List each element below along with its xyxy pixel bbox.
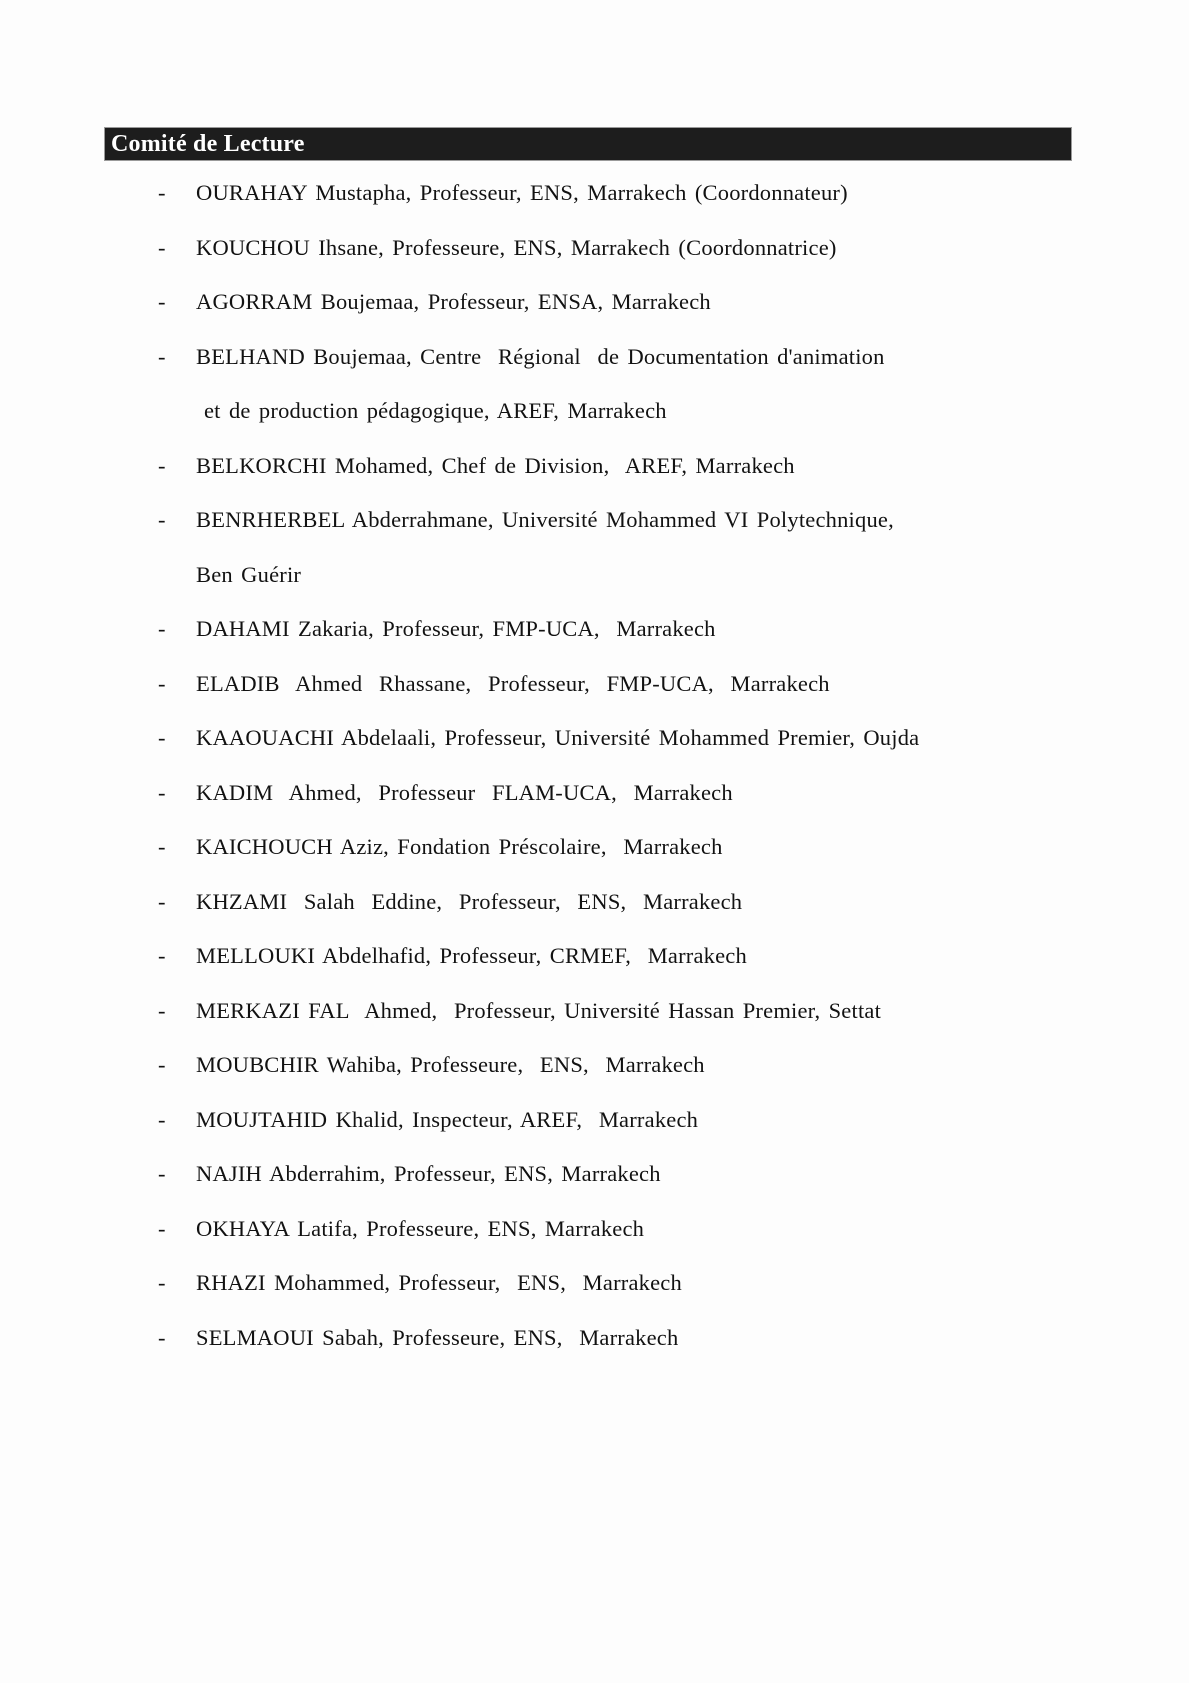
list-item-text: OKHAYA Latifa, Professeure, ENS, Marrakech [196,1215,645,1241]
list-item-dash: - [158,507,166,532]
list-item [0,1050,1189,1080]
list-item-text: BENRHERBEL Abderrahmane, Université Mohammed VI Polytechnique, [196,507,894,532]
list-item-text: RHAZI Mohammed, Professeur, ENS, Marrakech [196,1270,682,1295]
list-item-dash: - [158,779,166,805]
list-item [0,887,1189,917]
list-item-dash: - [158,234,166,260]
list-item-dash: - [158,670,166,696]
list-item-text: AGORRAM Boujemaa, Professeur, ENSA, Marrakech [196,289,711,314]
list-item [0,1214,1189,1244]
list-item [0,1159,1189,1189]
list-item-dash: - [158,343,166,369]
section-header-bar [104,127,1072,161]
list-item [0,832,1189,862]
list-item [0,233,1189,263]
list-item-dash: - [158,725,166,750]
list-item-text: MELLOUKI Abdelhafid, Professeur, CRMEF, Marrakech [196,943,747,968]
list-item-text: KHZAMI Salah Eddine, Professeur, ENS, Marrakech [196,888,743,914]
list-item [0,996,1189,1026]
list-item-text: SELMAOUI Sabah, Professeure, ENS, Marrakech [196,1324,679,1350]
list-item-text: ELADIB Ahmed Rhassane, Professeur, FMP-UCA, Marrakech [196,670,830,696]
list-item-text: KAICHOUCH Aziz, Fondation Préscolaire, Marrakech [196,834,723,859]
list-item-dash: - [158,834,166,859]
list-item-continuation [0,560,1189,590]
list-item-dash: - [158,997,166,1023]
list-item [0,1268,1189,1298]
list-item [0,1323,1189,1353]
committee-member-list [0,178,1189,1377]
list-item-text: KADIM Ahmed, Professeur FLAM-UCA, Marrakech [196,779,733,805]
list-item-dash: - [158,616,166,641]
list-item-dash: - [158,888,166,914]
list-item-text: et de production pédagogique, AREF, Marrakech [204,398,667,423]
list-item [0,614,1189,644]
list-item-text: NAJIH Abderrahim, Professeur, ENS, Marrakech [196,1161,661,1186]
list-item [0,1105,1189,1135]
list-item-dash: - [158,1270,166,1295]
list-item-dash: - [158,452,166,478]
list-item-text: DAHAMI Zakaria, Professeur, FMP-UCA, Marrakech [196,616,716,641]
list-item [0,778,1189,808]
list-item-text: BELHAND Boujemaa, Centre Régional de Documentation d'animation [196,343,885,369]
list-item-dash: - [158,1161,166,1186]
list-item-dash: - [158,289,166,314]
section-title: Comité de Lecture [111,130,305,157]
list-item [0,451,1189,481]
list-item-text: MERKAZI FAL Ahmed, Professeur, Université Hassan Premier, Settat [196,997,882,1023]
list-item-text: MOUJTAHID Khalid, Inspecteur, AREF, Marrakech [196,1106,699,1132]
list-item-text: Ben Guérir [196,561,302,587]
list-item-dash: - [158,1106,166,1132]
list-item-dash: - [158,1052,166,1077]
list-item-continuation [0,396,1189,426]
list-item-text: BELKORCHI Mohamed, Chef de Division, AREF, Marrakech [196,452,795,478]
list-item [0,505,1189,535]
list-item-dash: - [158,180,166,205]
list-item [0,669,1189,699]
list-item-text: OURAHAY Mustapha, Professeur, ENS, Marrakech (Coordonnateur) [196,180,848,205]
list-item [0,342,1189,372]
list-item-dash: - [158,1215,166,1241]
list-item [0,941,1189,971]
list-item [0,287,1189,317]
list-item-text: MOUBCHIR Wahiba, Professeure, ENS, Marrakech [196,1052,705,1077]
list-item-text: KAAOUACHI Abdelaali, Professeur, Université Mohammed Premier, Oujda [196,725,920,750]
list-item [0,723,1189,753]
list-item-dash: - [158,1324,166,1350]
list-item [0,178,1189,208]
list-item-dash: - [158,943,166,968]
list-item-text: KOUCHOU Ihsane, Professeure, ENS, Marrakech (Coordonnatrice) [196,234,837,260]
